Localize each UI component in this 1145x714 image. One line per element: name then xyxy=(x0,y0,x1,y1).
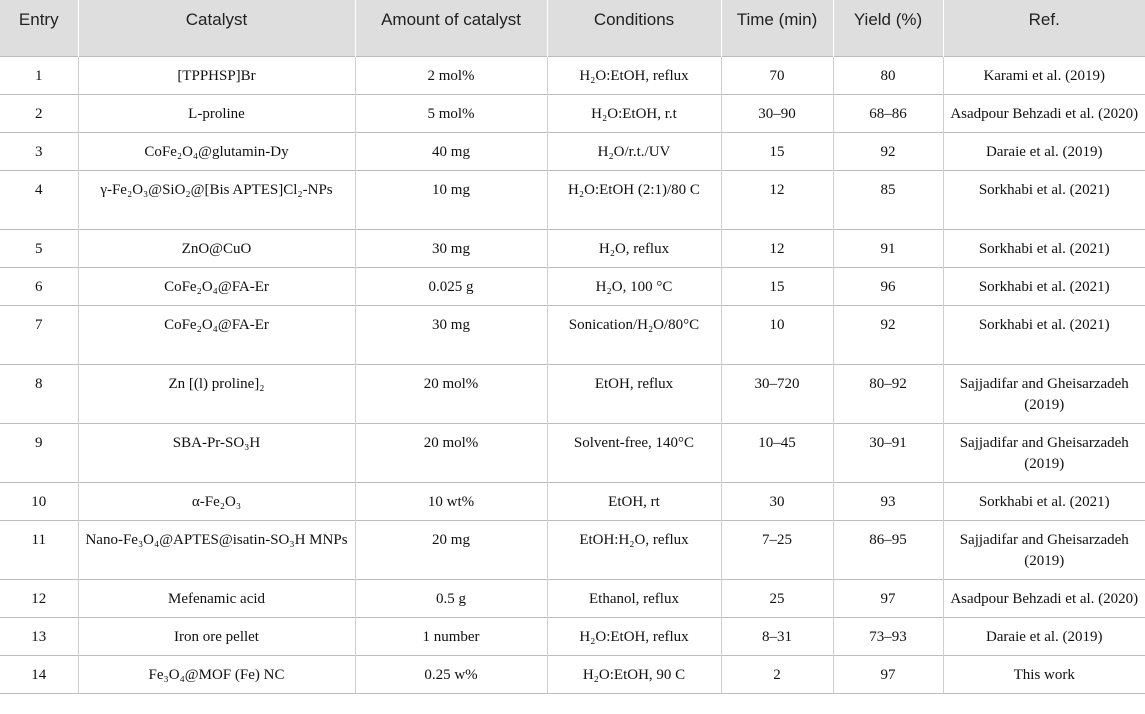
cell-yield: 86–95 xyxy=(833,520,943,579)
cell-conditions: H₂O, 100 °C xyxy=(547,267,721,305)
cell-conditions: H₂O:EtOH, reflux xyxy=(547,56,721,94)
cell-entry: 3 xyxy=(0,132,78,170)
cell-catalyst: Fe₃O₄@MOF (Fe) NC xyxy=(78,655,355,693)
table-row xyxy=(0,229,1145,267)
cell-time: 8–31 xyxy=(721,617,833,655)
cell-catalyst: SBA-Pr-SO₃H xyxy=(78,423,355,482)
header-yield: Yield (%) xyxy=(833,0,943,56)
table-row xyxy=(0,482,1145,520)
cell-time: 15 xyxy=(721,267,833,305)
cell-yield: 96 xyxy=(833,267,943,305)
cell-amount: 30 mg xyxy=(355,229,547,267)
header-conditions: Conditions xyxy=(547,0,721,56)
cell-ref: Asadpour Behzadi et al. (2020) xyxy=(943,579,1145,617)
cell-yield: 91 xyxy=(833,229,943,267)
table-row xyxy=(0,364,1145,423)
cell-amount: 2 mol% xyxy=(355,56,547,94)
cell-ref: Sajjadifar and Gheisarzadeh (2019) xyxy=(943,364,1145,423)
cell-amount: 1 number xyxy=(355,617,547,655)
cell-time: 10–45 xyxy=(721,423,833,482)
cell-yield: 92 xyxy=(833,305,943,364)
cell-catalyst: Mefenamic acid xyxy=(78,579,355,617)
cell-conditions: Sonication/H₂O/80°C xyxy=(547,305,721,364)
cell-amount: 10 wt% xyxy=(355,482,547,520)
header-amount: Amount of catalyst xyxy=(355,0,547,56)
cell-catalyst: Nano-Fe₃O₄@APTES@isatin-SO₃H MNPs xyxy=(78,520,355,579)
cell-time: 30–90 xyxy=(721,94,833,132)
cell-yield: 80 xyxy=(833,56,943,94)
cell-amount: 20 mol% xyxy=(355,364,547,423)
cell-entry: 6 xyxy=(0,267,78,305)
cell-yield: 73–93 xyxy=(833,617,943,655)
cell-catalyst: α-Fe₂O₃ xyxy=(78,482,355,520)
table-row xyxy=(0,579,1145,617)
cell-ref: This work xyxy=(943,655,1145,693)
cell-time: 2 xyxy=(721,655,833,693)
cell-ref: Sorkhabi et al. (2021) xyxy=(943,482,1145,520)
header-entry: Entry xyxy=(0,0,78,56)
cell-yield: 92 xyxy=(833,132,943,170)
cell-ref: Asadpour Behzadi et al. (2020) xyxy=(943,94,1145,132)
table-body xyxy=(0,56,1145,693)
cell-entry: 2 xyxy=(0,94,78,132)
cell-conditions: Solvent-free, 140°C xyxy=(547,423,721,482)
cell-entry: 7 xyxy=(0,305,78,364)
cell-time: 7–25 xyxy=(721,520,833,579)
table-row xyxy=(0,617,1145,655)
cell-yield: 68–86 xyxy=(833,94,943,132)
cell-yield: 30–91 xyxy=(833,423,943,482)
cell-time: 12 xyxy=(721,229,833,267)
cell-amount: 10 mg xyxy=(355,170,547,229)
cell-time: 25 xyxy=(721,579,833,617)
table-row xyxy=(0,56,1145,94)
cell-time: 30 xyxy=(721,482,833,520)
cell-conditions: Ethanol, reflux xyxy=(547,579,721,617)
cell-ref: Sorkhabi et al. (2021) xyxy=(943,267,1145,305)
cell-ref: Sajjadifar and Gheisarzadeh (2019) xyxy=(943,520,1145,579)
cell-entry: 5 xyxy=(0,229,78,267)
cell-amount: 5 mol% xyxy=(355,94,547,132)
cell-amount: 20 mg xyxy=(355,520,547,579)
cell-catalyst: CoFe₂O₄@glutamin-Dy xyxy=(78,132,355,170)
cell-conditions: H₂O, reflux xyxy=(547,229,721,267)
cell-ref: Sajjadifar and Gheisarzadeh (2019) xyxy=(943,423,1145,482)
cell-amount: 40 mg xyxy=(355,132,547,170)
cell-conditions: EtOH, rt xyxy=(547,482,721,520)
cell-catalyst: ZnO@CuO xyxy=(78,229,355,267)
cell-yield: 97 xyxy=(833,655,943,693)
cell-conditions: EtOH:H₂O, reflux xyxy=(547,520,721,579)
table-row xyxy=(0,305,1145,364)
cell-entry: 1 xyxy=(0,56,78,94)
cell-catalyst: CoFe₂O₄@FA-Er xyxy=(78,305,355,364)
cell-catalyst: CoFe₂O₄@FA-Er xyxy=(78,267,355,305)
table-header xyxy=(0,0,1145,56)
table-row xyxy=(0,94,1145,132)
table-row xyxy=(0,423,1145,482)
cell-entry: 9 xyxy=(0,423,78,482)
cell-ref: Sorkhabi et al. (2021) xyxy=(943,170,1145,229)
table-row xyxy=(0,132,1145,170)
cell-entry: 11 xyxy=(0,520,78,579)
cell-time: 30–720 xyxy=(721,364,833,423)
cell-entry: 13 xyxy=(0,617,78,655)
cell-ref: Sorkhabi et al. (2021) xyxy=(943,305,1145,364)
header-ref: Ref. xyxy=(943,0,1145,56)
cell-amount: 30 mg xyxy=(355,305,547,364)
cell-catalyst: Iron ore pellet xyxy=(78,617,355,655)
cell-catalyst: Zn [(l) proline]₂ xyxy=(78,364,355,423)
cell-ref: Daraie et al. (2019) xyxy=(943,617,1145,655)
cell-yield: 85 xyxy=(833,170,943,229)
cell-yield: 80–92 xyxy=(833,364,943,423)
cell-ref: Karami et al. (2019) xyxy=(943,56,1145,94)
cell-ref: Daraie et al. (2019) xyxy=(943,132,1145,170)
cell-time: 70 xyxy=(721,56,833,94)
cell-amount: 20 mol% xyxy=(355,423,547,482)
cell-yield: 93 xyxy=(833,482,943,520)
cell-amount: 0.25 w% xyxy=(355,655,547,693)
cell-amount: 0.025 g xyxy=(355,267,547,305)
cell-ref: Sorkhabi et al. (2021) xyxy=(943,229,1145,267)
cell-yield: 97 xyxy=(833,579,943,617)
table-row xyxy=(0,655,1145,693)
header-catalyst: Catalyst xyxy=(78,0,355,56)
cell-amount: 0.5 g xyxy=(355,579,547,617)
header-time: Time (min) xyxy=(721,0,833,56)
cell-catalyst: L-proline xyxy=(78,94,355,132)
cell-conditions: H₂O:EtOH, r.t xyxy=(547,94,721,132)
table-row xyxy=(0,267,1145,305)
cell-catalyst: [TPPHSP]Br xyxy=(78,56,355,94)
cell-conditions: H₂O:EtOH, reflux xyxy=(547,617,721,655)
table-row xyxy=(0,520,1145,579)
cell-conditions: H₂O:EtOH (2:1)/80 C xyxy=(547,170,721,229)
cell-conditions: H₂O/r.t./UV xyxy=(547,132,721,170)
table-row xyxy=(0,170,1145,229)
cell-entry: 12 xyxy=(0,579,78,617)
cell-entry: 8 xyxy=(0,364,78,423)
cell-catalyst: γ-Fe₂O₃@SiO₂@[Bis APTES]Cl₂-NPs xyxy=(78,170,355,229)
cell-entry: 10 xyxy=(0,482,78,520)
cell-time: 15 xyxy=(721,132,833,170)
cell-entry: 14 xyxy=(0,655,78,693)
cell-time: 12 xyxy=(721,170,833,229)
cell-conditions: EtOH, reflux xyxy=(547,364,721,423)
cell-time: 10 xyxy=(721,305,833,364)
cell-conditions: H₂O:EtOH, 90 C xyxy=(547,655,721,693)
cell-entry: 4 xyxy=(0,170,78,229)
